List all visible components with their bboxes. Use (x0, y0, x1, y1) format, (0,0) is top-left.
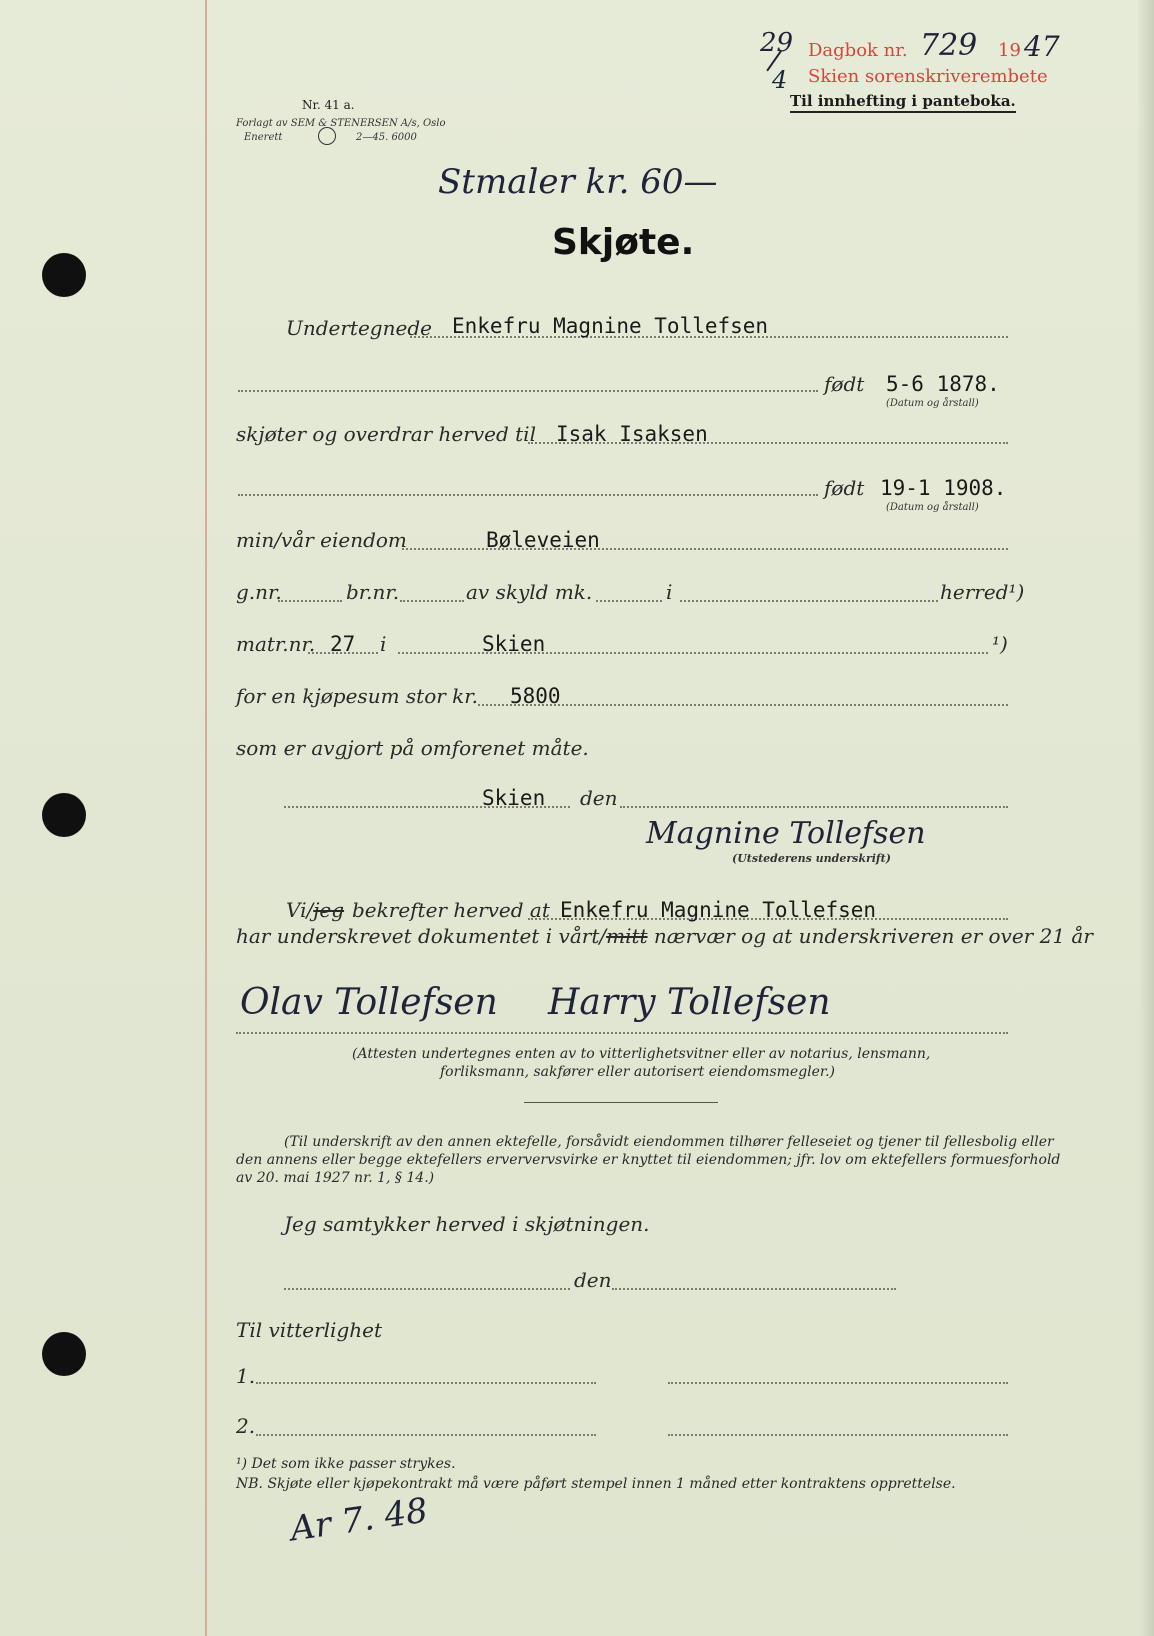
datum-caption: (Datum og årstall) (886, 502, 979, 513)
binder-hole (42, 793, 86, 837)
dotted-line (620, 806, 1008, 808)
binder-hole (42, 253, 86, 297)
witness-vi (286, 898, 344, 922)
i-label: i (666, 580, 673, 604)
fodt-label: født (824, 372, 865, 396)
dotted-line (278, 600, 342, 602)
attest-note-2: forliksmann, sakfører eller autorisert eiendomsmegler.) (440, 1064, 835, 1080)
witness-struck-jeg: jeg (313, 898, 345, 922)
matr-number: 27 (330, 632, 356, 656)
seller-birth: 5-6 1878. (886, 372, 1000, 396)
dotted-line (284, 1288, 570, 1290)
den-label: den (580, 786, 618, 810)
form-print-run: 2—45. 6000 (356, 132, 417, 143)
stamp-note: Til innhefting i panteboka. (790, 92, 1016, 113)
stamp-office: Skien sorenskriverembete (808, 66, 1048, 87)
document-title: Skjøte. (552, 222, 695, 263)
binder-hole (42, 1332, 86, 1376)
spouse-consent: Jeg samtykker herved i skjøtningen. (284, 1212, 650, 1236)
stamp-year-suffix: 47 (1024, 30, 1060, 63)
spouse-den-label: den (574, 1268, 612, 1292)
skyld-label: av skyld mk. (466, 580, 593, 604)
divider (524, 1102, 718, 1103)
attest-note-1: (Attesten undertegnes enten av to vitterlighetsvitner eller av notarius, lensmann, (352, 1046, 931, 1062)
witness-signature-1: Olav Tollefsen (240, 982, 498, 1023)
dotted-line (236, 1032, 1008, 1034)
witness-line2-part2: nærvær og at underskriveren er over 21 år (653, 924, 1093, 948)
seller-signature: Magnine Tollefsen (646, 816, 926, 851)
matr-label: matr.nr. (236, 632, 316, 656)
witness-bekrefter: bekrefter herved at (352, 898, 550, 922)
brnr-label: br.nr. (346, 580, 400, 604)
gnr-label: g.nr. (236, 580, 282, 604)
vitterlighet-1: 1. (236, 1364, 256, 1388)
footnote-nb: NB. Skjøte eller kjøpekontrakt må være påført stempel innen 1 måned etter kontraktens opprettelse. (236, 1476, 956, 1492)
publisher-logo (318, 127, 336, 145)
seller-name: Enkefru Magnine Tollefsen (452, 314, 769, 338)
witness-line2 (236, 924, 1093, 948)
undertegnede-label: Undertegnede (286, 316, 432, 340)
vitterlighet-label: Til vitterlighet (236, 1318, 383, 1342)
kjopesum-label: for en kjøpesum stor kr. (236, 684, 479, 708)
datum-caption: (Datum og årstall) (886, 398, 979, 409)
witness-subject-name: Enkefru Magnine Tollefsen (560, 898, 877, 922)
dotted-line (680, 600, 938, 602)
herred-label: herred¹) (940, 580, 1025, 604)
witness-line2-part1: har underskrevet dokumentet i vårt/ (236, 924, 607, 948)
vitterlighet-2: 2. (236, 1414, 256, 1438)
bottom-handwriting: Ar 7. 48 (287, 1490, 431, 1550)
stamp-dagbok-number: 729 (920, 28, 978, 63)
stamp-date-month: 4 (772, 66, 788, 94)
place-name: Skien (482, 786, 546, 810)
spouse-note-1: (Til underskrift av den annen ektefelle, forsåvidt eiendommen tilhører felleseiet og tjener til fellesbolig eller (284, 1134, 1054, 1150)
form-publisher: Forlagt av SEM & STENERSEN A/s, Oslo (236, 118, 446, 129)
avgjort-text: som er avgjort på omforenet måte. (236, 736, 589, 760)
dotted-line (668, 1382, 1008, 1384)
dotted-line (256, 1382, 596, 1384)
margin-line (205, 0, 207, 1636)
purchase-price: 5800 (510, 684, 561, 708)
eiendom-label: min/vår eiendom (236, 528, 407, 552)
buyer-name: Isak Isaksen (556, 422, 708, 446)
spouse-note-3: av 20. mai 1927 nr. 1, § 14.) (236, 1170, 435, 1186)
handwritten-fee: Stmaler kr. 60— (438, 162, 718, 202)
form-number: Nr. 41 a. (302, 98, 355, 112)
matr-place: Skien (482, 632, 546, 656)
page-edge (1138, 0, 1154, 1636)
matr-i: i (380, 632, 387, 656)
dotted-line (256, 1434, 596, 1436)
property-name: Bøleveien (486, 528, 600, 552)
witness-struck-mitt: mitt (606, 924, 648, 948)
footnote-1: ¹) Det som ikke passer strykes. (236, 1456, 456, 1472)
dotted-line (400, 600, 464, 602)
witness-vi-prefix: Vi/ (286, 898, 314, 922)
signature-caption: (Utstederens underskrift) (732, 852, 891, 865)
dotted-line (596, 600, 662, 602)
dotted-line (668, 1434, 1008, 1436)
dotted-line (238, 390, 818, 392)
form-enerett: Enerett (244, 132, 283, 143)
dotted-line (238, 494, 818, 496)
witness-signature-2: Harry Tollefsen (548, 982, 831, 1023)
spouse-note-2: den annens eller begge ektefellers erververvsvirke er knyttet til eiendommen; jfr. lov om ektefellers formuesforhold (236, 1152, 1061, 1168)
fodt-label: født (824, 476, 865, 500)
dotted-line (612, 1288, 896, 1290)
stamp-dagbok-label: Dagbok nr. (808, 40, 908, 61)
stamp-year-prefix: 19 (998, 40, 1021, 61)
stamp-date-day: 29 (760, 28, 794, 58)
skjoter-label: skjøter og overdrar herved til (236, 422, 536, 446)
footnote-mark: ¹) (992, 632, 1008, 656)
buyer-birth: 19-1 1908. (880, 476, 1007, 500)
